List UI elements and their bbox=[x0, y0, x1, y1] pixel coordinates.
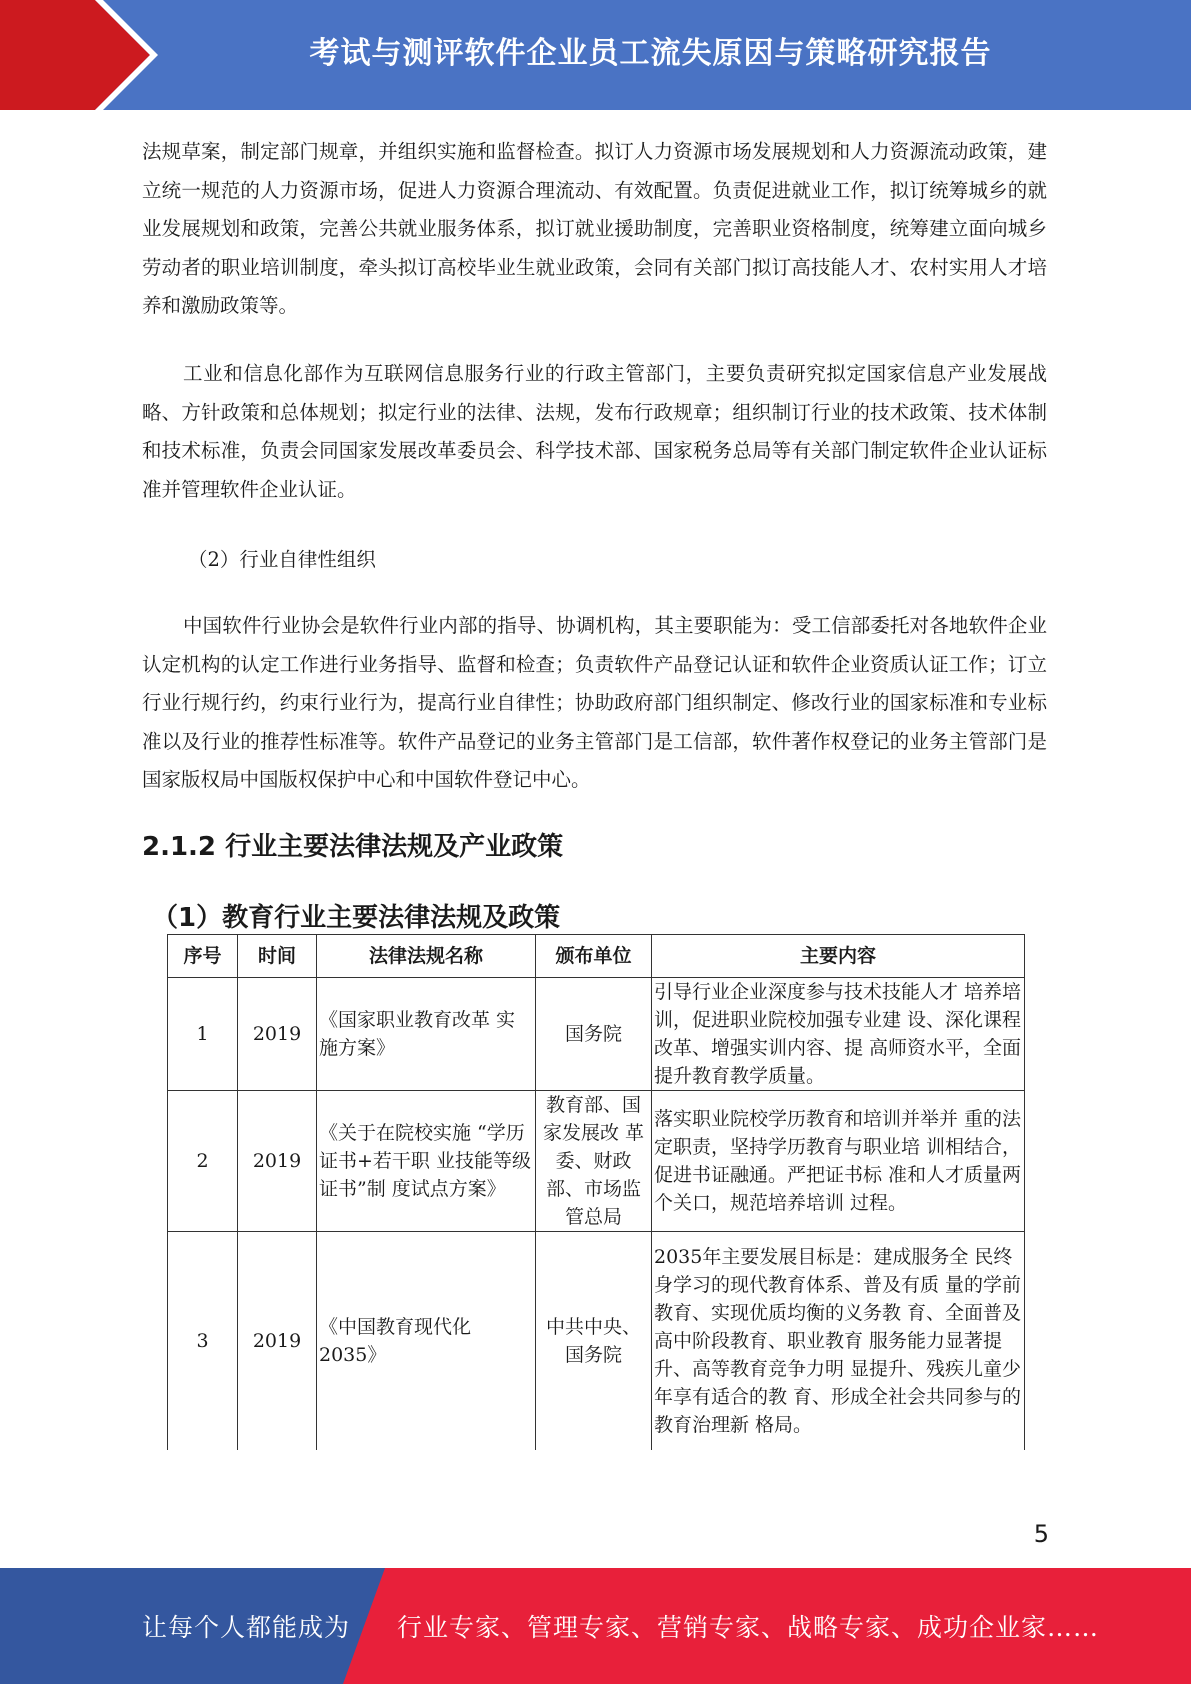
page-footer bbox=[0, 1568, 1191, 1684]
cell-name: 《国家职业教育改革 实施方案》 bbox=[317, 978, 536, 1091]
cell-content: 引导行业企业深度参与技术技能人才 培养培训，促进职业院校加强专业建 设、深化课程改革、增强实训内容、提 高师资水平，全面提升教育教学质量。 bbox=[652, 978, 1025, 1091]
cell-no: 1 bbox=[168, 978, 238, 1091]
paragraph-text: 中国软件行业协会是软件行业内部的指导、协调机构，其主要职能为：受工信部委托对各地软件企业认定机构的认定工作进行业务指导、监督和检查；负责软件产品登记认证和软件企业资质认证工作；订立行业行规行约，约束行业行为，提高行业自律性；协助政府部门组织制定、修改行业的国家标准和专业标准以及行业的推荐性标准等。软件产品登记的业务主管部门是工信部，软件著作权登记的业务主管部门是国家版权局中国版权保护中心和中国软件登记中心。 bbox=[142, 614, 1047, 791]
header-cell-name: 法律法规名称 bbox=[317, 935, 536, 978]
body-paragraph-1 bbox=[142, 133, 1047, 326]
report-title: 考试与测评软件企业员工流失原因与策略研究报告 bbox=[309, 36, 992, 71]
policy-table bbox=[167, 934, 1025, 1450]
table-row bbox=[168, 978, 1025, 1091]
cell-content: 落实职业院校学历教育和培训并举并 重的法定职责，坚持学历教育与职业培 训相结合，促进书证融通。严把证书标 准和人才质量两个关口，规范培养培训 过程。 bbox=[652, 1091, 1025, 1232]
cell-year: 2019 bbox=[238, 978, 317, 1091]
cell-content: 2035年主要发展目标是：建成服务全 民终身学习的现代教育体系、普及有质 量的学前教育、实现优质均衡的义务教 育、全面普及高中阶段教育、职业教育 服务能力显著提升、高等教育竞争力明 显提升、残疾儿童少年享有适合的教 育、形成全社会共同参与的教育治理新 格局。 bbox=[652, 1232, 1025, 1451]
cell-no: 2 bbox=[168, 1091, 238, 1232]
footer-slogan-right: 行业专家、管理专家、营销专家、战略专家、成功企业家…… bbox=[397, 1613, 1100, 1642]
sub-heading-self-regulatory-org: （2）行业自律性组织 bbox=[188, 548, 376, 571]
header-cell-content: 主要内容 bbox=[652, 935, 1025, 978]
cell-year: 2019 bbox=[238, 1091, 317, 1232]
header-cell-no: 序号 bbox=[168, 935, 238, 978]
table-row bbox=[168, 1091, 1025, 1232]
table-row bbox=[168, 1232, 1025, 1451]
paragraph-text: 工业和信息化部作为互联网信息服务行业的行政主管部门，主要负责研究拟定国家信息产业发展战略、方针政策和总体规划；拟定行业的法律、法规，发布行政规章；组织制订行业的技术政策、技术体制和技术标准，负责会同国家发展改革委员会、科学技术部、国家税务总局等有关部门制定软件企业认证标准并管理软件企业认证。 bbox=[142, 362, 1047, 501]
header-cell-year: 时间 bbox=[238, 935, 317, 978]
cell-issuer: 国务院 bbox=[536, 978, 652, 1091]
table-header-row bbox=[168, 935, 1025, 978]
cell-issuer: 中共中央、国务院 bbox=[536, 1232, 652, 1451]
paragraph-text: 法规草案，制定部门规章，并组织实施和监督检查。拟订人力资源市场发展规划和人力资源流动政策，建立统一规范的人力资源市场，促进人力资源合理流动、有效配置。负责促进就业工作，拟订统筹城乡的就业发展规划和政策，完善公共就业服务体系，拟订就业援助制度，完善职业资格制度，统筹建立面向城乡劳动者的职业培训制度，牵头拟订高校毕业生就业政策，会同有关部门拟订高技能人才、农村实用人才培养和激励政策等。 bbox=[142, 140, 1047, 317]
page-number: 5 bbox=[1033, 1520, 1049, 1548]
cell-year: 2019 bbox=[238, 1232, 317, 1451]
body-paragraph-3 bbox=[142, 607, 1047, 800]
table-heading: （1）教育行业主要法律法规及政策 bbox=[152, 903, 561, 933]
cell-issuer: 教育部、国家发展改 革委、财政部、市场监管总局 bbox=[536, 1091, 652, 1232]
cell-name: 《中国教育现代化 2035》 bbox=[317, 1232, 536, 1451]
cell-no: 3 bbox=[168, 1232, 238, 1451]
cell-name: 《关于在院校实施 “学历证书+若干职 业技能等级证书”制 度试点方案》 bbox=[317, 1091, 536, 1232]
header-cell-issuer: 颁布单位 bbox=[536, 935, 652, 978]
footer-slogan-left: 让每个人都能成为 bbox=[142, 1613, 351, 1642]
section-heading: 2.1.2 行业主要法律法规及产业政策 bbox=[142, 832, 564, 862]
page-header bbox=[0, 0, 1191, 110]
body-paragraph-2 bbox=[142, 355, 1047, 509]
